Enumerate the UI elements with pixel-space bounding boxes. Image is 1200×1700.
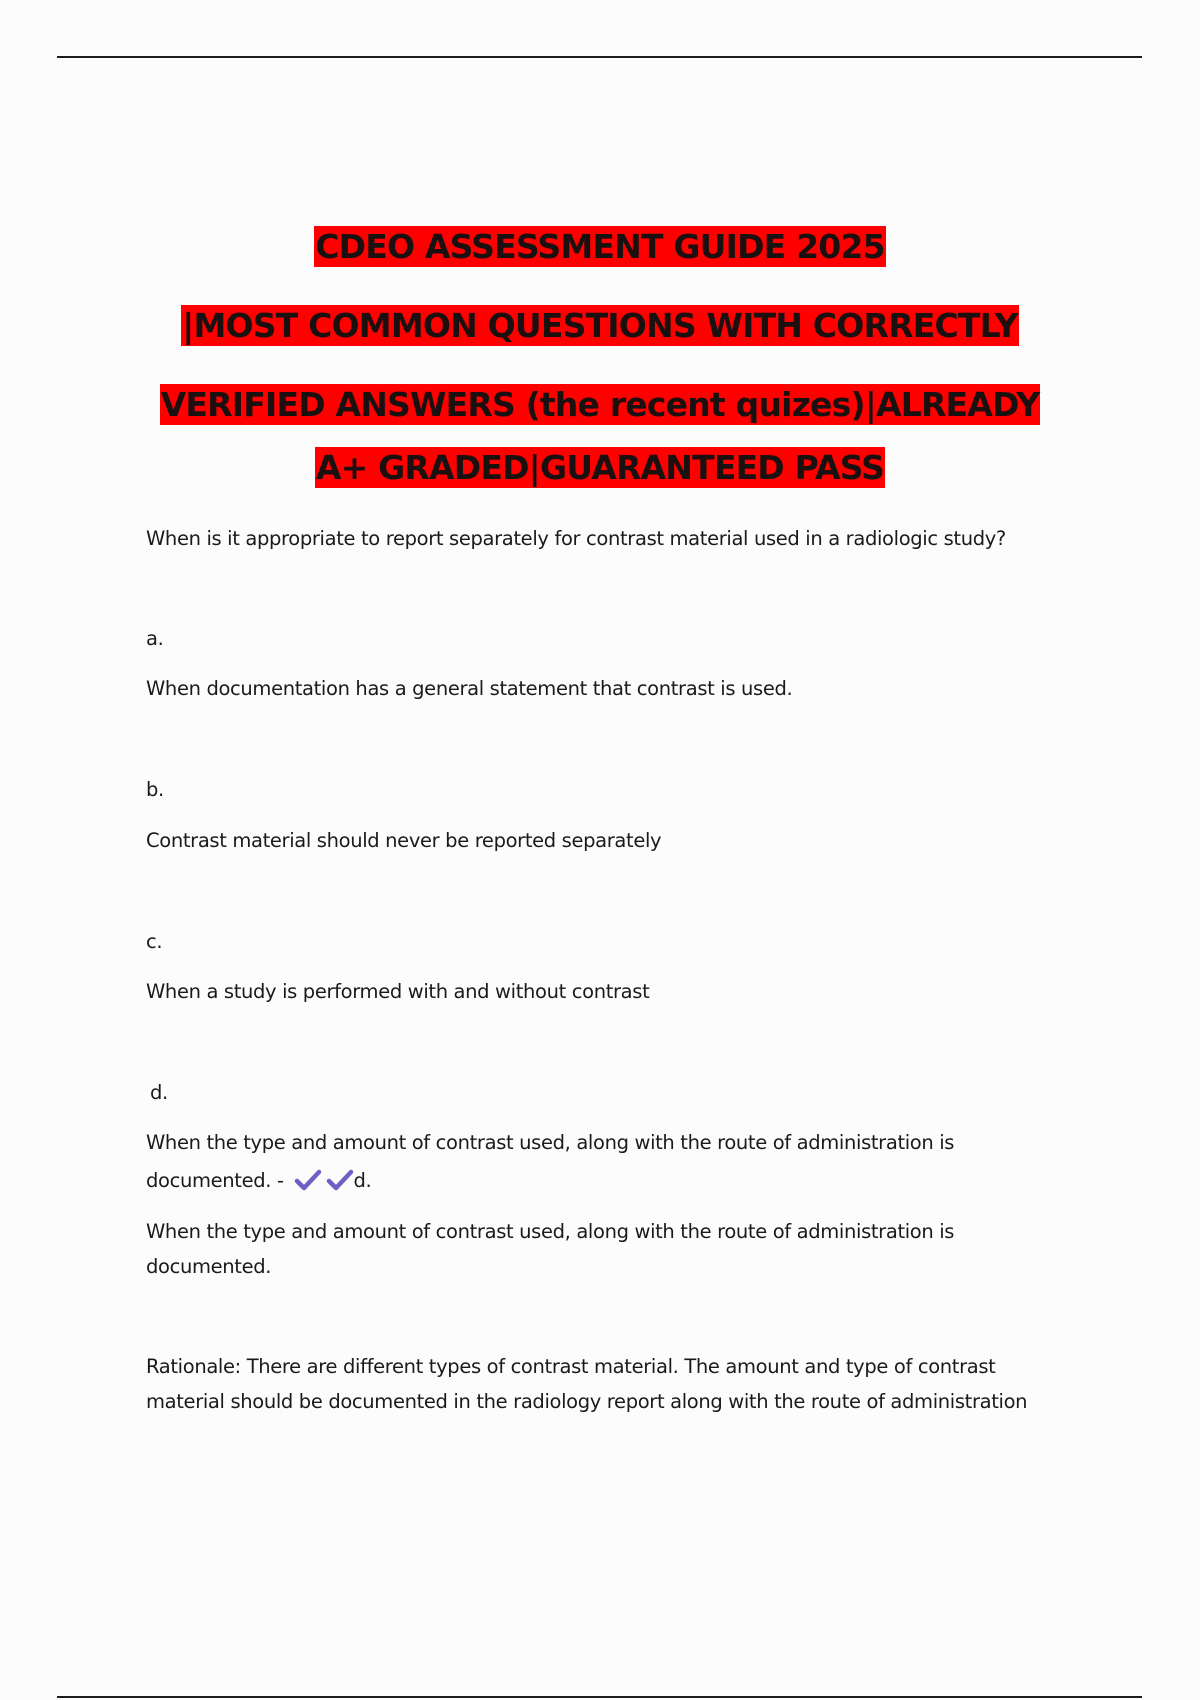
option-a-letter: a. [146,627,164,650]
rationale-text-continued: material should be documented in the radiology report along with the route of administration [146,1390,1028,1413]
question-text: When is it appropriate to report separately for contrast material used in a radiologic study? [146,527,1006,550]
check-icon [326,1169,354,1191]
option-a-text: When documentation has a general statement that contrast is used. [146,677,793,700]
title-line-4: A+ GRADED|GUARANTEED PASS [315,448,885,487]
rationale-text: Rationale: There are different types of contrast material. The amount and type of contrast [146,1355,996,1378]
option-d-text-continued [146,1164,371,1198]
title-line-3: VERIFIED ANSWERS (the recent quizes)|ALREADY [160,385,1040,424]
option-d-letter: d. [150,1081,168,1104]
option-b-text: Contrast material should never be reported separately [146,829,662,852]
title-line-1: CDEO ASSESSMENT GUIDE 2025 [315,227,885,266]
option-b-letter: b. [146,778,164,801]
answer-text: When the type and amount of contrast used, along with the route of administration is [146,1220,955,1243]
top-rule [57,56,1142,58]
check-icon [294,1169,322,1191]
answer-text-continued: documented. [146,1255,272,1278]
option-c-letter: c. [146,930,163,953]
option-d-text: When the type and amount of contrast used, along with the route of administration is [146,1131,955,1154]
answer-letter: d. [353,1169,372,1192]
option-c-text: When a study is performed with and without contrast [146,980,650,1003]
option-d-prefix: documented. - [146,1169,284,1192]
title-line-2: |MOST COMMON QUESTIONS WITH CORRECTLY [182,306,1018,345]
bottom-rule [57,1696,1142,1698]
